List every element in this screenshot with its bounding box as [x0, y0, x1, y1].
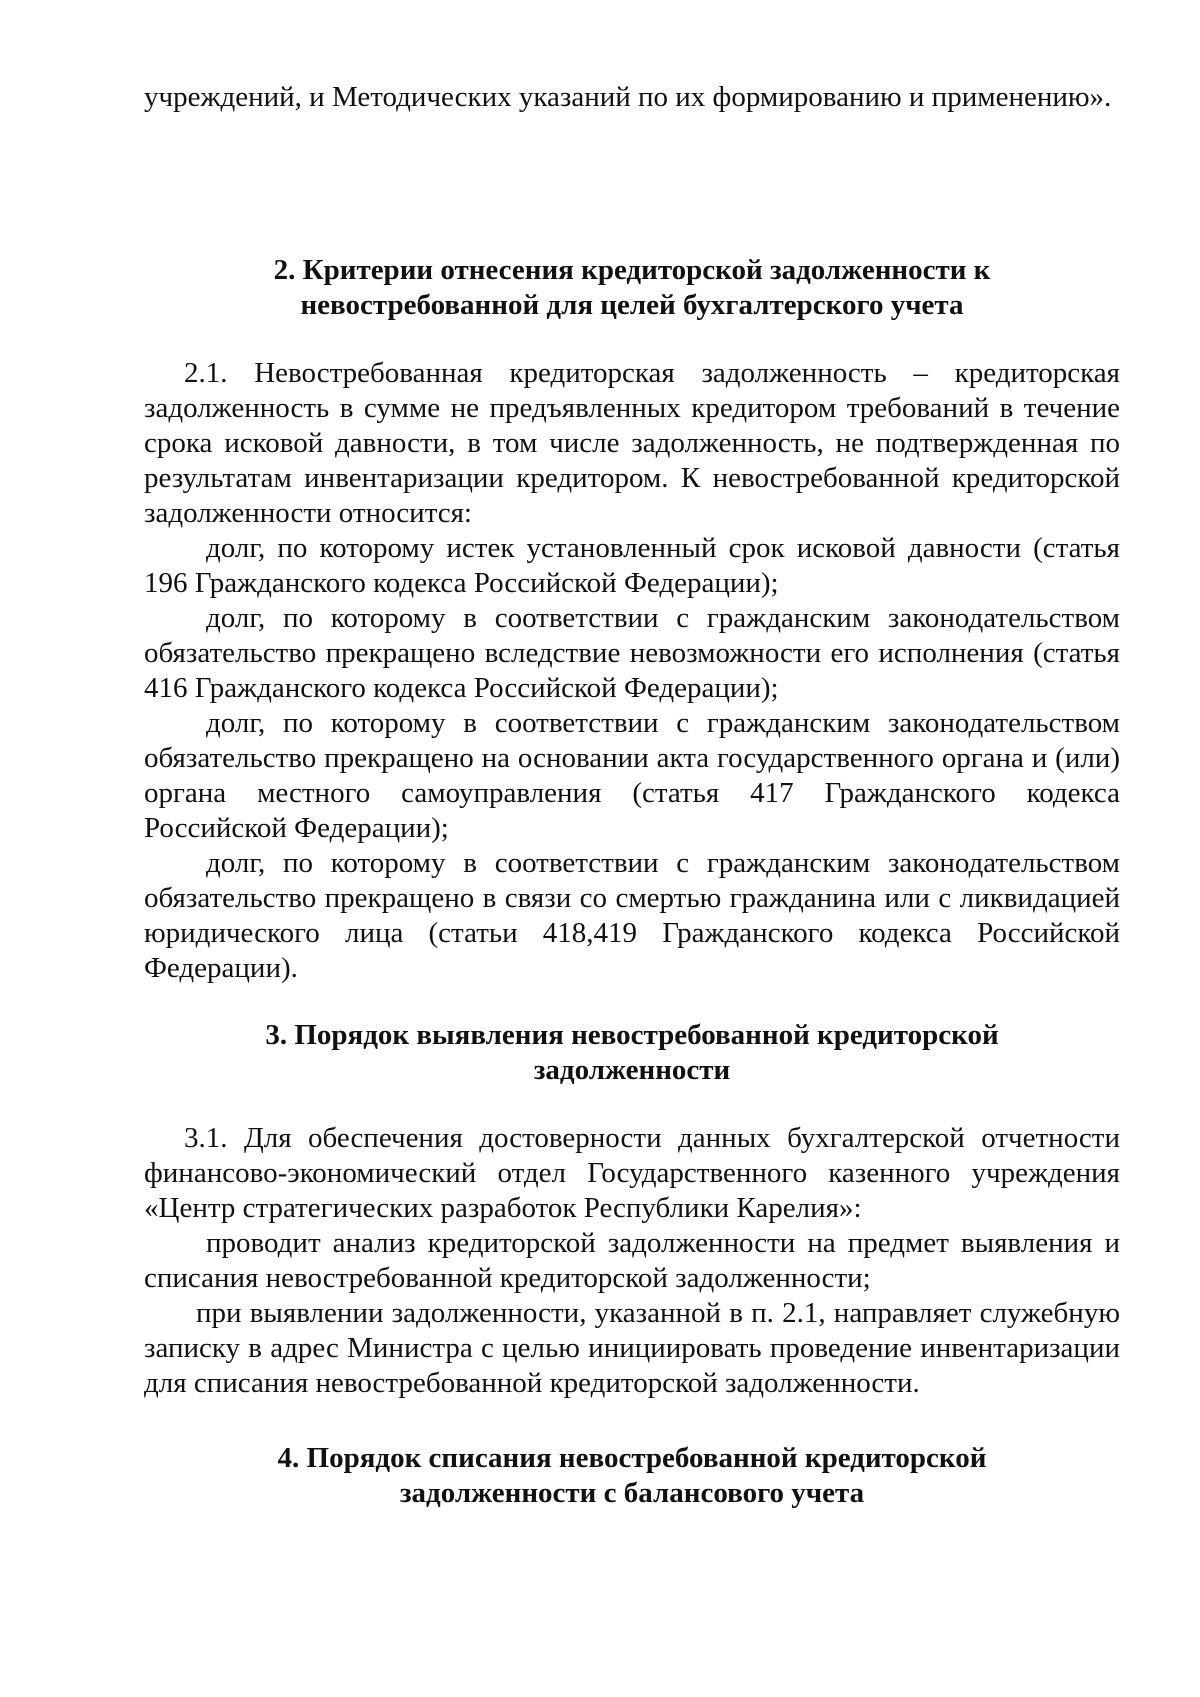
- section-2-list-item: долг, по которому истек установленный срок исковой давности (статья 196 Гражданского кодекса Российской Федерации);: [144, 532, 1120, 599]
- section-4-heading: [144, 1441, 1120, 1511]
- intro-paragraph: учреждений, и Методических указаний по их формированию и применению».: [144, 81, 1112, 113]
- section-3-list-item: проводит анализ кредиторской задолженности на предмет выявления и списания невостребованной кредиторской задолженности;: [144, 1227, 1120, 1294]
- section-2-heading: [144, 253, 1120, 323]
- section-4-heading-line-2: задолженности с балансового учета: [399, 1477, 865, 1509]
- section-4-heading-line-1: 4. Порядок списания невостребованной кредиторской: [277, 1442, 987, 1474]
- section-2-list-item: долг, по которому в соответствии с гражданским законодательством обязательство прекращено вследствие невозможности его исполнения (статья 416 Гражданского кодекса Российской Федерации);: [144, 602, 1120, 704]
- section-3-heading-line-2: задолженности: [533, 1054, 731, 1086]
- section-3-heading-line-1: 3. Порядок выявления невостребованной кредиторской: [265, 1019, 999, 1051]
- section-3-paragraph-3-1: 3.1. Для обеспечения достоверности данных бухгалтерской отчетности финансово-экономический отдел Государственного казенного учреждения «Центр стратегических разработок Республики Карелия»:: [144, 1122, 1120, 1224]
- section-2-paragraph-2-1: 2.1. Невостребованная кредиторская задолженность – кредиторская задолженность в сумме не предъявленных кредитором требований в течение срока исковой давности, в том числе задолженность, не подтвержденная по результатам инвентаризации кредитором. К невостребованной кредиторской задолженности относится:: [144, 357, 1120, 529]
- section-2-list-item: долг, по которому в соответствии с гражданским законодательством обязательство прекращено в связи со смертью гражданина или с ликвидацией юридического лица (статьи 418,419 Гражданского кодекса Российской Федерации).: [144, 847, 1120, 984]
- section-3-list-item: при выявлении задолженности, указанной в п. 2.1, направляет служебную записку в адрес Министра с целью инициировать проведение инвентаризации для списания невостребованной кредиторской задолженности.: [144, 1297, 1120, 1399]
- section-2-list-item: долг, по которому в соответствии с гражданским законодательством обязательство прекращено на основании акта государственного органа и (или) органа местного самоуправления (статья 417 Гражданского кодекса Российской Федерации);: [144, 707, 1120, 844]
- section-2-heading-line-1: 2. Критерии отнесения кредиторской задолженности к: [273, 254, 991, 286]
- document-page: [144, 80, 1120, 1511]
- section-3-heading: [144, 1018, 1120, 1088]
- section-2-heading-line-2: невостребованной для целей бухгалтерского учета: [300, 289, 964, 321]
